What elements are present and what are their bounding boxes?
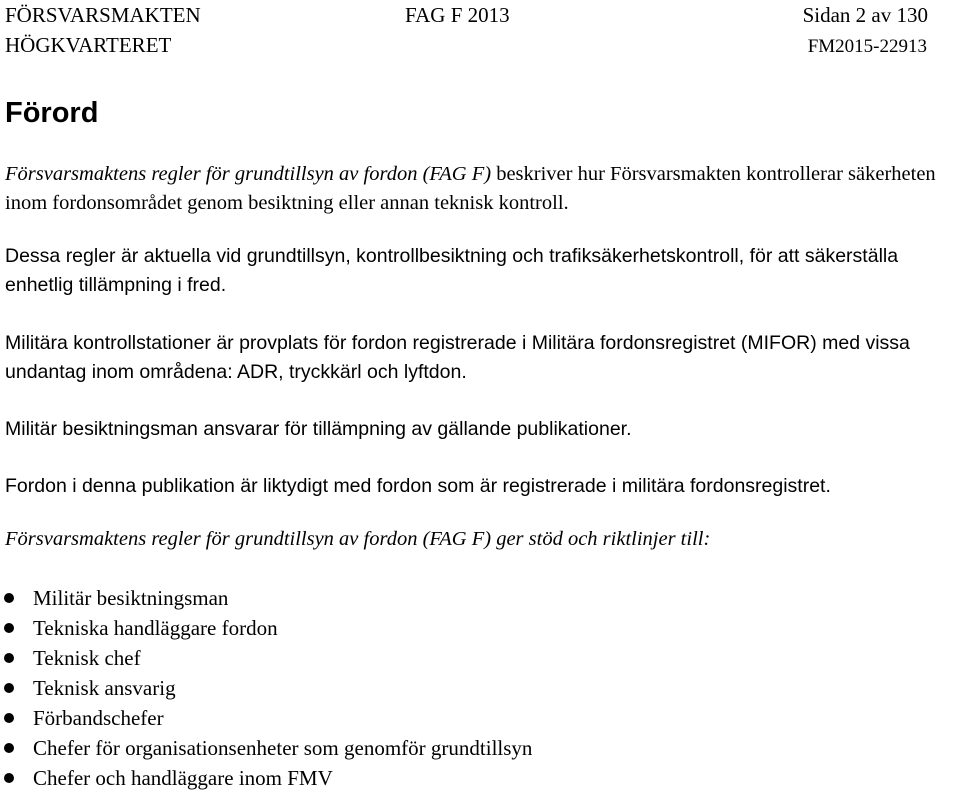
paragraph-intro <box>5 160 960 218</box>
header-document-code: FAG F 2013 <box>405 3 510 27</box>
bullet-icon <box>4 683 14 693</box>
list-item-label: Tekniska handläggare fordon <box>33 616 278 640</box>
header-reference: FM2015-22913 <box>807 36 927 57</box>
bullet-icon <box>4 623 14 633</box>
list-item-label: Förbandschefer <box>33 706 164 730</box>
list-item-label: Teknisk ansvarig <box>33 676 176 700</box>
intro-text: beskriver hur Försvarsmakten kontrollerar säkerheten inom fordonsområdet genom besiktning eller annan teknisk kontroll. <box>5 163 936 214</box>
page-title: Förord <box>5 97 99 129</box>
list-item <box>0 763 532 793</box>
header-organization: FÖRSVARSMAKTEN <box>5 3 201 27</box>
list-item-label: Chefer och handläggare inom FMV <box>33 766 333 790</box>
list-item-label: Militär besiktningsman <box>33 586 229 610</box>
intro-publication-name: Försvarsmaktens regler för grundtillsyn av fordon (FAG F) <box>5 163 492 185</box>
paragraph-definition: Fordon i denna publikation är liktydigt med fordon som är registrerade i militära fordonsregistret. <box>5 475 831 497</box>
list-item <box>0 733 532 763</box>
bullet-icon <box>4 593 14 603</box>
paragraph-inspector: Militär besiktningsman ansvarar för tillämpning av gällande publikationer. <box>5 418 632 440</box>
list-item-label: Chefer för organisationsenheter som genomför grundtillsyn <box>33 736 533 760</box>
bullet-icon <box>4 743 14 753</box>
list-item <box>0 673 532 703</box>
list-item-label: Teknisk chef <box>33 646 141 670</box>
bullet-icon <box>4 653 14 663</box>
paragraph-stations: Militära kontrollstationer är provplats för fordon registrerade i Militära fordonsregistret (MIFOR) med vissa undantag inom områdena: ADR, tryckkärl och lyftdon. <box>5 332 910 383</box>
paragraph-audience: Försvarsmaktens regler för grundtillsyn av fordon (FAG F) ger stöd och riktlinjer till: <box>5 528 711 550</box>
list-item <box>0 613 532 643</box>
header-page-number: Sidan 2 av 130 <box>802 3 928 27</box>
list-item <box>0 583 532 613</box>
audience-list <box>0 583 532 793</box>
bullet-icon <box>4 773 14 783</box>
bullet-icon <box>4 713 14 723</box>
list-item <box>0 643 532 673</box>
header-unit: HÖGKVARTERET <box>5 33 172 57</box>
list-item <box>0 703 532 733</box>
paragraph-scope: Dessa regler är aktuella vid grundtillsyn, kontrollbesiktning och trafiksäkerhetskontroll, för att säkerställa enhetlig tillämpning i fred. <box>5 245 899 296</box>
